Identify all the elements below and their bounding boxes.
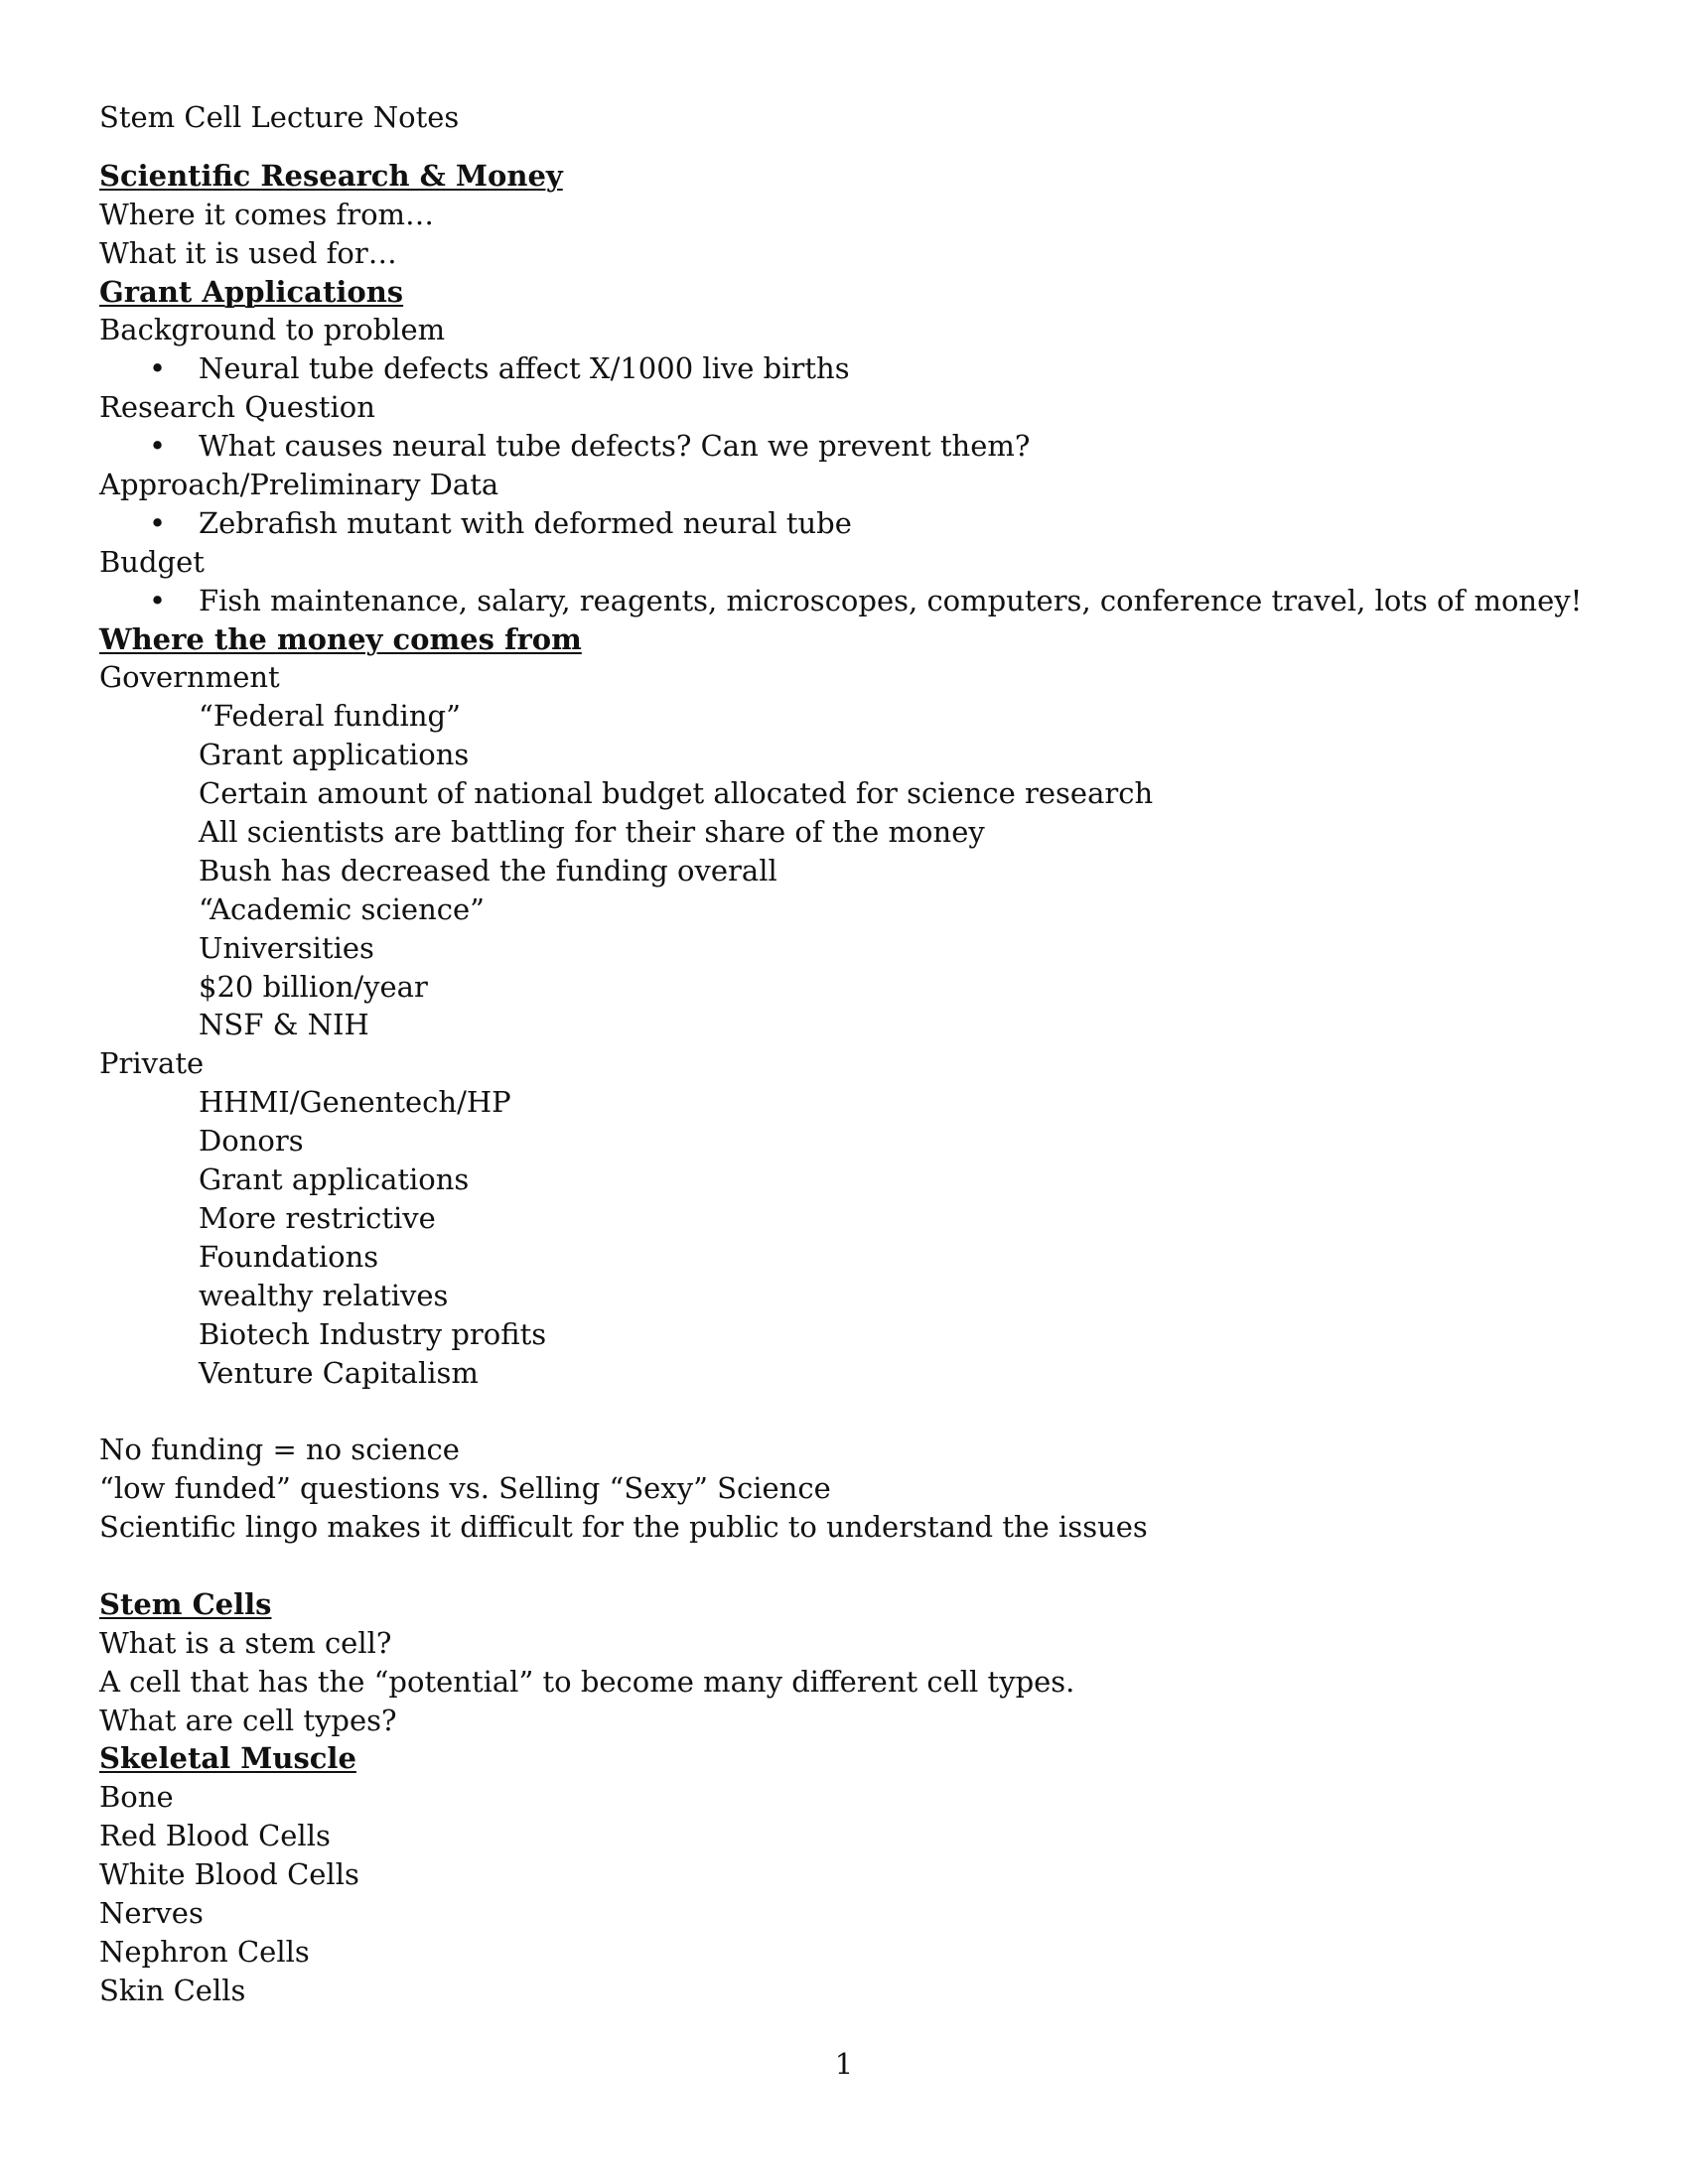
section-heading-skeletal-muscle: Skeletal Muscle <box>99 1741 356 1776</box>
note-line: “low funded” questions vs. Selling “Sexy” Science <box>99 1471 831 1506</box>
document-title: Stem Cell Lecture Notes <box>99 100 460 134</box>
cell-type-line: Red Blood Cells <box>99 1819 331 1853</box>
text-line: What it is used for… <box>99 235 397 270</box>
grant-item-label: Background to problem <box>99 313 446 347</box>
cell-type-line: White Blood Cells <box>99 1857 359 1892</box>
section-heading-grant-applications: Grant Applications <box>99 274 404 309</box>
document-body <box>99 98 1589 2010</box>
page-number: 1 <box>834 2047 854 2081</box>
cell-type-line: Nerves <box>99 1895 204 1930</box>
blank-line <box>99 1392 1589 1431</box>
cell-type-line: Skin Cells <box>99 1973 246 2007</box>
private-item: More restrictive <box>199 1200 436 1235</box>
private-label: Private <box>99 1046 205 1081</box>
government-item: All scientists are battling for their share of the money <box>199 815 985 850</box>
government-item: Certain amount of national budget allocated for science research <box>199 776 1154 811</box>
bullet-text: Zebrafish mutant with deformed neural tube <box>199 505 852 540</box>
private-item: Grant applications <box>199 1162 470 1197</box>
text-line: Where it comes from… <box>99 197 435 231</box>
section-heading-stem-cells: Stem Cells <box>99 1586 272 1621</box>
private-item: Donors <box>199 1124 304 1159</box>
section-heading-research-money: Scientific Research & Money <box>99 158 563 193</box>
private-item: Venture Capitalism <box>199 1355 479 1390</box>
text-line: A cell that has the “potential” to become many different cell types. <box>99 1664 1075 1699</box>
bullet-item <box>99 582 1589 620</box>
government-item: “Federal funding” <box>199 699 461 734</box>
note-line: Scientific lingo makes it difficult for the public to understand the issues <box>99 1510 1148 1545</box>
text-line: What is a stem cell? <box>99 1625 392 1660</box>
grant-item-label: Budget <box>99 544 205 579</box>
private-item: Foundations <box>199 1239 379 1274</box>
government-item: Grant applications <box>199 738 470 772</box>
bullet-item <box>99 349 1589 388</box>
government-label: Government <box>99 660 280 695</box>
bullet-text: Neural tube defects affect X/1000 live births <box>199 351 850 386</box>
bullet-icon: • <box>149 583 167 617</box>
private-item: HHMI/Genentech/HP <box>199 1085 511 1120</box>
bullet-text: What causes neural tube defects? Can we prevent them? <box>199 429 1031 464</box>
government-item: $20 billion/year <box>199 969 428 1004</box>
government-item: “Academic science” <box>199 891 485 926</box>
bullet-icon: • <box>149 429 167 464</box>
private-item: wealthy relatives <box>199 1278 449 1312</box>
bullet-icon: • <box>149 505 167 540</box>
private-item: Biotech Industry profits <box>199 1316 547 1351</box>
bullet-item <box>99 504 1589 543</box>
cell-type-line: Nephron Cells <box>99 1934 310 1969</box>
section-heading-money-source: Where the money comes from <box>99 621 582 656</box>
grant-item-label: Approach/Preliminary Data <box>99 468 499 502</box>
note-line: No funding = no science <box>99 1433 460 1467</box>
bullet-icon: • <box>149 351 167 386</box>
government-item: NSF & NIH <box>199 1008 369 1042</box>
text-line: What are cell types? <box>99 1703 397 1737</box>
cell-type-line: Bone <box>99 1780 174 1815</box>
government-item: Bush has decreased the funding overall <box>199 853 777 887</box>
grant-item-label: Research Question <box>99 390 375 425</box>
bullet-item <box>99 427 1589 466</box>
bullet-text: Fish maintenance, salary, reagents, microscopes, computers, conference travel, lots of money! <box>199 583 1583 617</box>
government-item: Universities <box>199 930 374 965</box>
blank-line <box>99 1547 1589 1585</box>
